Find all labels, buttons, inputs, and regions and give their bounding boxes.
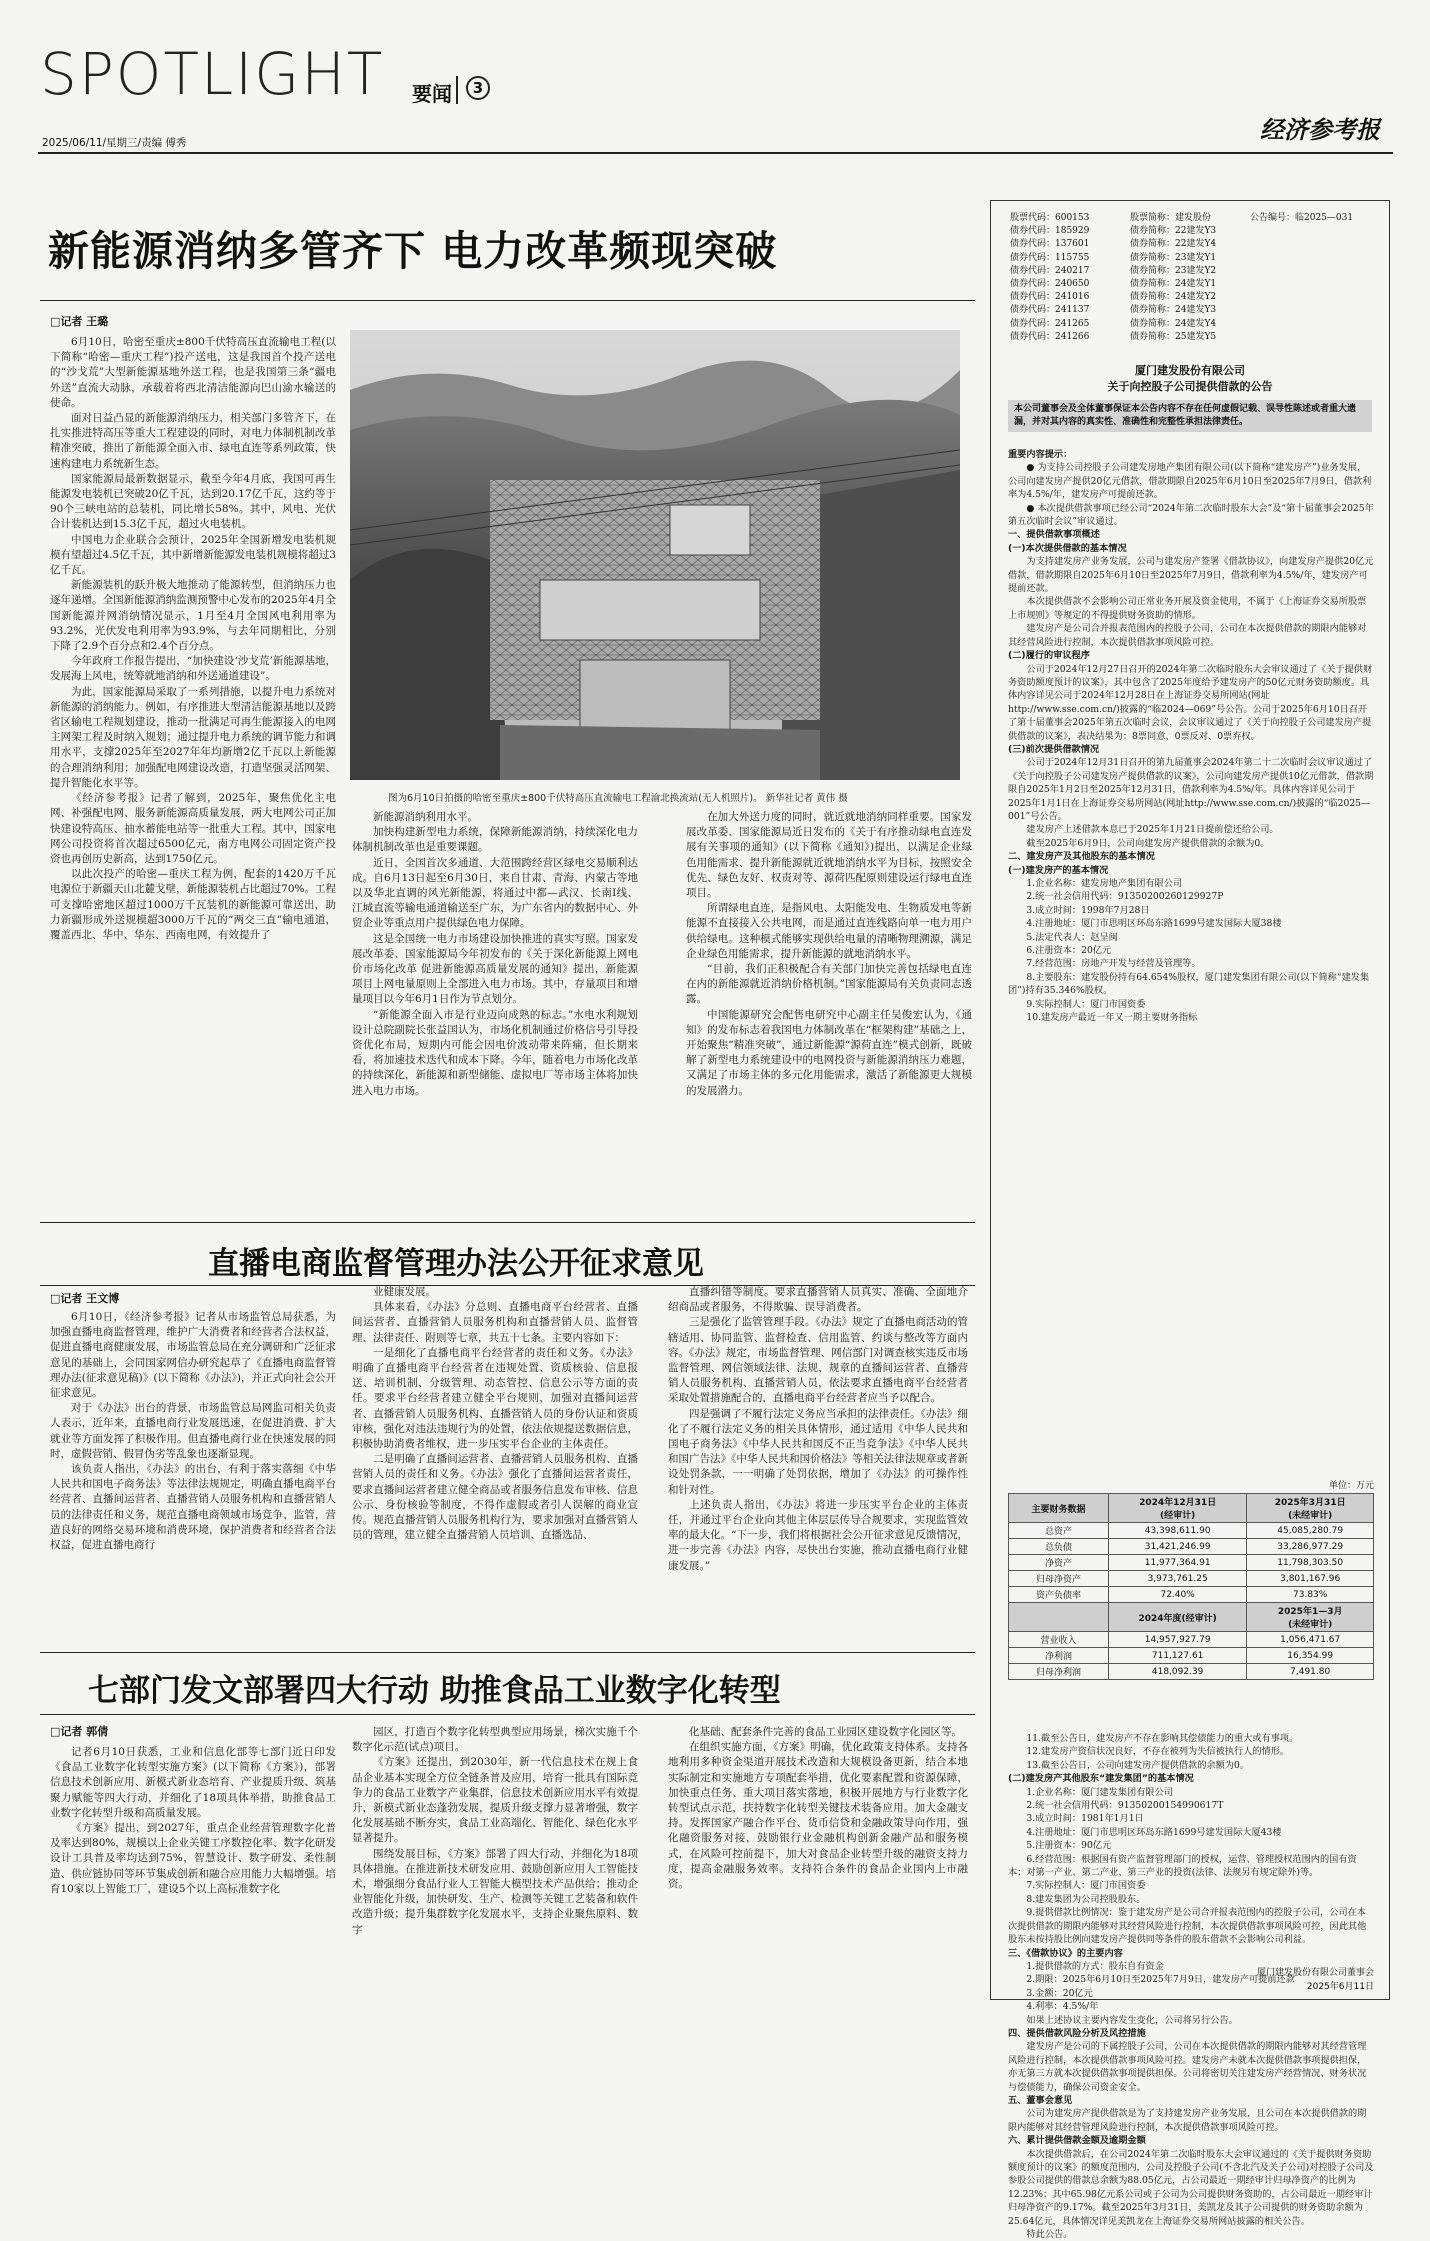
article2-column-2 <box>352 1285 638 1645</box>
paragraph: 3.金额：20亿元 <box>1026 1987 1093 1999</box>
paragraph: 9.提供借款比例情况：鉴于建发房产是公司合并报表范围内的控股子公司，公司在本次提供借款的期限内能够对其经营风险进行控制，本次提供借款事项风险可控，因此其他股东未按持股比例向建发房产提供同等条件的股东借款不会影响公司利益。 <box>1008 1907 1367 1946</box>
paragraph: 建发房产上述借款本息已于2025年1月21日提前偿还给公司。 <box>1026 824 1279 836</box>
table-row <box>1009 1523 1374 1539</box>
table-cell: 31,421,246.99 <box>1108 1539 1246 1555</box>
paragraph: 8.主要股东：建发股份持有64.654%股权，厦门建发集团有限公司(以下简称“建发集团”)持有35.346%股权。 <box>1008 971 1370 997</box>
code-cell: 债券代码：241137 <box>1010 305 1090 316</box>
table-row <box>1009 1664 1374 1680</box>
section-title-cn: 要闻 <box>412 82 452 106</box>
paragraph: 1.企业名称：厦门建发集团有限公司 <box>1026 1786 1173 1798</box>
article2-headline: 直播电商监督管理办法公开征求意见 <box>208 1246 704 1282</box>
paragraph: 2.统一社会信用代码：91350200154990617T <box>1026 1800 1224 1812</box>
paragraph: 一是细化了直播电商平台经营者的责任和义务。《办法》明确了直播电商平台经营者在违规处置、资质核验、信息报送、培训机制、分级管理、动态管控、信息公示等方面的责任。要求平台经营者建立健全平台规则，加强对直播间运营者、直播营销人员服务机构、直播营销人员的身份认证和资质审核，强化对违法违规行为的处置，依法依规提送数据信息，积极协助消费者维权，进一步压实平台企业的主体责任。 <box>352 1346 638 1451</box>
table-header-cell: 主要财务数据 <box>1009 1494 1109 1523</box>
code-cell: 债券简称：23建发Y2 <box>1130 265 1217 276</box>
paragraph: 这是全国统一电力市场建设加快推进的真实写照。国家发展改革委、国家能源局今年初发布的《关于深化新能源上网电价市场化改革 促进新能源高质量发展的通知》提出，新能源项目上网电量原则上全部进入电力市场。其中，存量项目和增量项目以今年6月1日作为节点划分。 <box>352 932 638 1006</box>
section-heading: 三、《借款协议》的主要内容 <box>1008 1947 1123 1959</box>
paragraph: 四是强调了不履行法定义务应当承担的法律责任。《办法》细化了不履行法定义务的相关具体情形，通过适用《中华人民共和国电子商务法》《中华人民共和国反不正当竞争法》《中华人民共和国广告法》《中华人民共和国价格法》等相关法律法规章或者新设处罚条款，一一明确了处罚依据，增加了《办法》的可操作性和针对性。 <box>668 1407 968 1496</box>
table-cell: 11,977,364.91 <box>1108 1555 1246 1571</box>
paragraph: 直播纠错等制度。要求直播营销人员真实、准确、全面地介绍商品或者服务，不得欺骗、误导消费者。 <box>668 1286 968 1314</box>
paragraph: 8.建发集团为公司控股股东。 <box>1026 1893 1146 1905</box>
code-cell: 债券简称：22建发Y3 <box>1130 226 1217 237</box>
masthead-rule <box>38 152 1393 154</box>
table-cell: 总负债 <box>1009 1539 1109 1555</box>
paragraph: 建发房产是公司合并报表范围内的控股子公司，公司在本次提供借款的期限内能够对其经营风险进行控制，本次提供借款事项风险可控。 <box>1008 623 1367 648</box>
table-cell: 归母净资产 <box>1009 1571 1109 1587</box>
page-number-badge: 3 <box>466 76 490 100</box>
code-cell: 债券简称：24建发Y4 <box>1130 318 1217 329</box>
paragraph: 该负责人指出，《办法》的出台，有利于落实落细《中华人民共和国电子商务法》等法律法规规定，明确直播电商平台经营者、直播间运营者、直播营销人员服务机构和直播营销人员的法律责任和义务，规范直播电商领域市场竞争、监管，营造良好的网络交易环境和消费环境，保护消费者和经营者合法权益，促进直播电商行 <box>50 1463 336 1552</box>
paragraph: 在加大外送力度的同时，就近就地消纳同样重要。国家发展改革委、国家能源局近日发布的《关于有序推动绿电直连发展有关事项的通知》(以下简称《通知》)提出，以满足企业绿色用能需求、提升新能源就近就地消纳水平为目标，按照安全优先、绿色友好、权责对等、源荷匹配原则建设运行绿电直连项目。 <box>686 811 972 900</box>
table-cell: 营业收入 <box>1009 1632 1109 1648</box>
table-cell: 3,973,761.25 <box>1108 1571 1246 1587</box>
article2-column-3 <box>668 1285 968 1645</box>
paragraph: 6月10日，哈密至重庆±800千伏特高压直流输电工程(以下简称“哈密—重庆工程”)投产送电，这是我国首个投产送电的“沙戈荒”大型新能源基地外送工程，也是我国第三条“疆电外送”直流大动脉，承载着将西北清洁能源向巴山渝水输送的使命。 <box>50 336 336 409</box>
paragraph: 5.法定代表人：赵呈闽 <box>1026 931 1118 943</box>
paragraph: 10.建发房产最近一年又一期主要财务指标 <box>1026 1012 1198 1024</box>
paragraph: 3.成立时间：1981年1月1日 <box>1026 1813 1144 1825</box>
article3-byline: □记者 郭倩 <box>50 1725 109 1738</box>
article1-byline: □记者 王璐 <box>50 315 109 328</box>
table-row <box>1009 1555 1374 1571</box>
paragraph: 中国电力企业联合会预计，2025年全国新增发电装机规模有望超过4.5亿千瓦，其中新增新能源发电装机规模将超过3亿千瓦。 <box>50 533 336 577</box>
code-row <box>1010 304 1380 317</box>
code-cell <box>1250 265 1380 278</box>
paragraph: 近日，全国首次多通道、大范围跨经营区绿电交易顺利达成。自6月13日起至6月30日，来自甘肃、青海、内蒙古等地以及华北直调的风光新能源，将通过中都—武汉、长南Ⅰ线、江城直流等输电通道输送至广东，为广东省内的数据中心、外贸企业等重点用户提供绿色电力保障。 <box>352 856 638 930</box>
code-row <box>1010 278 1380 291</box>
paragraph: 为此，国家能源局采取了一系列措施，以提升电力系统对新能源的消纳能力。例如，有序推进大型清洁能源基地以及跨省区输电工程规划建设，推动一批满足可再生能源接入的电网主网架工程及时纳入规划；通过提升电力系统的调节能力和调用水平，支撑2025年至2027年年均新增2亿千瓦以上新能源的合理消纳利用；加强配电网建设改造，打造坚强灵活网架、提升智能化水平等。 <box>50 685 336 789</box>
paragraph: “目前，我们正积极配合有关部门加快完善包括绿电直连在内的新能源就近消纳价格机制。”国家能源局有关负责同志透露。 <box>686 963 972 1006</box>
paragraph: 9.实际控制人：厦门市国资委 <box>1026 998 1146 1010</box>
code-row <box>1010 238 1380 251</box>
financial-table <box>1008 1493 1374 1680</box>
photo-caption: 图为6月10日拍摄的哈密至重庆±800千伏特高压直流输电工程渝北换流站(无人机照片)。 新华社记者 黄伟 摄 <box>388 793 848 804</box>
code-cell <box>1250 318 1380 331</box>
table-cell: 72.40% <box>1108 1587 1246 1603</box>
paragraph: 今年政府工作报告提出，“加快建设‘沙戈荒’新能源基地，发展海上风电，统筹就地消纳和外送通道建设”。 <box>50 655 336 683</box>
article1-headline: 新能源消纳多管齐下 电力改革频现突破 <box>48 227 778 275</box>
paragraph: 特此公告。 <box>1026 2229 1073 2241</box>
section-heading: 二、建发房产及其他股东的基本情况 <box>1008 851 1155 863</box>
code-cell: 股票简称：建发股份 <box>1130 213 1212 223</box>
code-row <box>1010 252 1380 265</box>
paragraph: 面对日益凸显的新能源消纳压力，相关部门多管齐下，在扎实推进特高压等重大工程建设的同时，对电力体制机制改革精准突破，推出了新能源全面入市、绿电直连等系列政策，快速构建电力系统新生态。 <box>50 412 336 470</box>
code-cell <box>1250 225 1380 238</box>
code-cell <box>1250 238 1380 251</box>
table-row <box>1009 1587 1374 1603</box>
article2-column-1 <box>50 1310 336 1645</box>
section-heading: (一)本次提供借款的基本情况 <box>1008 542 1127 554</box>
paragraph: 6.注册资本：20亿元 <box>1026 945 1112 957</box>
table-cell: 45,085,280.79 <box>1247 1523 1374 1539</box>
paragraph: 业健康发展。 <box>373 1286 436 1298</box>
paragraph: ● 本次提供借款事项已经公司“2024年第二次临时股东大会”及“第十届董事会2025年第五次临时会议”审议通过。 <box>1008 502 1374 528</box>
paragraph: 国家能源局最新数据显示，截至今年4月底，我国可再生能源发电装机已突破20亿千瓦，达到20.17亿千瓦，这约等于90个三峡电站的总装机，同比增长58%。其中，风电、光伏合计装机达到15.3亿千瓦，超过火电装机。 <box>50 472 336 531</box>
paragraph: 4.利率：4.5%/年 <box>1026 2001 1099 2013</box>
signature-board: 厦门建发股份有限公司董事会 <box>1256 1968 1374 1978</box>
paragraph: 2.期限：2025年6月10日至2025年7月9日，建发房产可提前还款 <box>1026 1974 1295 1986</box>
code-cell <box>1250 278 1380 291</box>
code-cell: 债券代码：240650 <box>1010 279 1090 290</box>
board-notice: 本公司董事会及全体董事保证本公告内容不存在任何虚假记载、误导性陈述或者重大遗漏，并对其内容的真实性、准确性和完整性承担法律责任。 <box>1008 400 1372 432</box>
article2-byline: □记者 王文博 <box>50 1292 120 1305</box>
paragraph: 4.注册地址：厦门市思明区环岛东路1699号建发国际大厦38楼 <box>1026 918 1282 930</box>
code-cell: 债券代码：241266 <box>1010 331 1090 342</box>
table-cell: 14,957,927.79 <box>1108 1632 1246 1648</box>
paragraph: 记者6月10日获悉，工业和信息化部等七部门近日印发《食品工业数字化转型实施方案》(以下简称《方案》)，部署信息技术创新应用、新模式新业态培育、产业提质升级、筑基聚力赋能等四大行动，并细化了18项具体举措，助推食品工业数字化转型升级和高质量发展。 <box>50 1746 336 1819</box>
table-cell: 资产负债率 <box>1009 1587 1109 1603</box>
table-header-cell: 2024年度(经审计) <box>1108 1603 1246 1632</box>
table-cell: 43,398,611.90 <box>1108 1523 1246 1539</box>
photo-converter-station <box>350 330 960 780</box>
table-cell: 3,801,167.96 <box>1247 1571 1374 1587</box>
headline-rule <box>40 300 975 301</box>
security-codes <box>1010 212 1380 344</box>
headline-rule <box>40 1714 975 1715</box>
code-cell: 债券代码：241265 <box>1010 318 1090 329</box>
divider <box>456 76 458 104</box>
article1-column-3 <box>686 810 972 1215</box>
article-separator <box>40 1652 975 1653</box>
table-header-cell: 2025年3月31日 (未经审计) <box>1247 1494 1374 1523</box>
table-row <box>1009 1571 1374 1587</box>
paragraph: 以此次投产的哈密—重庆工程为例，配套的1420万千瓦电源位于新疆天山北麓戈壁，新能源装机占比超过70%。工程可支撑哈密地区超过1000万千瓦装机的新能源可靠送出，助力新疆形成外送规模超3000万千瓦的“两交三直”输电通道，覆盖西北、华中、华东、西南电网，有效提升了 <box>50 868 336 941</box>
signature-date: 2025年6月11日 <box>1306 1982 1374 1992</box>
code-cell: 债券代码：185929 <box>1010 226 1090 237</box>
section-heading: 四、提供借款风险分析及风控措施 <box>1008 2027 1146 2039</box>
code-row <box>1010 212 1380 225</box>
table-cell: 净利润 <box>1009 1648 1109 1664</box>
paragraph: 三是强化了监管管理手段。《办法》规定了直播电商活动的管辖适用、协同监管、监督检查、信用监管、约谈与整改等方面内容。《办法》规定，市场监督管理、网信部门对调查核实违反市场监督管理、网信领域法律、法规、规章的直播间运营者、直播营销人员服务机构、直播营销人员，依法要求直播电商平台经营者采取处置措施配合的，直播电商平台经营者应当予以配合。 <box>668 1316 968 1405</box>
section-heading: (二)建发房产其他股东“建发集团”的基本情况 <box>1008 1773 1194 1785</box>
table-row <box>1009 1632 1374 1648</box>
code-cell: 债券代码：240217 <box>1010 265 1090 276</box>
paragraph: 13.截至公告日，公司向建发房产提供借款的余额为0。 <box>1026 1759 1249 1771</box>
paragraph: 为支持建发房产业务发展，公司与建发房产签署《借款协议》，向建发房产提供20亿元借款，借款期限自2025年6月10日至2025年7月9日，借款利率为4.5%/年，建发房产可提前还款。 <box>1008 556 1374 595</box>
table-cell: 73.83% <box>1247 1587 1374 1603</box>
table-cell: 16,354.99 <box>1247 1648 1374 1664</box>
paragraph: 具体来看，《办法》分总则、直播电商平台经营者、直播间运营者、直播营销人员服务机构和直播营销人员、监督管理、法律责任、附则等七章，共五十七条。主要内容如下： <box>352 1301 638 1344</box>
article1-column-1 <box>50 335 336 1215</box>
article3-column-3 <box>668 1725 968 1985</box>
paragraph: 2.统一社会信用代码：91350200260129927P <box>1026 891 1224 903</box>
code-cell <box>1250 304 1380 317</box>
paragraph: 3.成立时间：1998年7月28日 <box>1026 904 1150 916</box>
paragraph: 6月10日，《经济参考报》记者从市场监管总局获悉，为加强直播电商监督管理，维护广大消费者和经营者合法权益，促进直播电商健康发展，市场监管总局在充分调研和广泛征求意见的基础上，会同国家网信办研究起草了《直播电商监督管理办法(征求意见稿)》(以下简称《办法》)，并正式向社会公开征求意见。 <box>50 1311 336 1400</box>
section-title-en: SPOTLIGHT <box>40 40 385 108</box>
paragraph: 化基础、配套条件完善的食品工业园区建设数字化园区等。 <box>689 1726 962 1738</box>
paragraph: 截至2025年6月9日，公司向建发房产提供借款的余额为0。 <box>1026 837 1270 849</box>
paragraph: 公司于2024年12月27日召开的2024年第二次临时股东大会审议通过了《关于提供财务资助额度预计的议案》，其中包含了2025年度给予建发房产的50亿元财务资助额度。具体内容详见公司于2024年12月28日在上海证券交易所网站(网址http://www.sse.com.cn/)披露的“临2024—069”号公告。公司于2025年6月10日召开了第十届董事会2025年第五次临时会议，会议审议通过了《关于向控股子公司建发房产提供借款的议案》，表决结果为：8票同意、0票反对、0票弃权。 <box>1008 663 1373 742</box>
paragraph: 7.经营范围：房地产开发与经营及管理等。 <box>1026 958 1201 970</box>
paragraph: ● 为支持公司控股子公司建发房地产集团有限公司(以下简称“建发房产”)业务发展，公司向建发房产提供20亿元借款，借款期限自2025年6月10日至2025年7月9日，借款利率为4.5%/年，建发房产可提前还款。 <box>1008 462 1372 501</box>
section-heading: (二)履行的审议程序 <box>1008 650 1090 662</box>
article-separator <box>40 1222 975 1223</box>
paragraph: 11.截至公告日，建发房产不存在影响其偿债能力的重大或有事项。 <box>1026 1733 1299 1744</box>
table-cell: 711,127.61 <box>1108 1648 1246 1664</box>
newspaper-logo: 经济参考报 <box>1260 115 1380 144</box>
code-row <box>1010 318 1380 331</box>
code-cell: 债券简称：22建发Y4 <box>1130 239 1217 250</box>
code-cell: 债券简称：24建发Y2 <box>1130 292 1217 303</box>
paragraph: 5.注册资本：90亿元 <box>1026 1840 1112 1852</box>
paragraph: 中国能源研究会配售电研究中心副主任吴俊宏认为，《通知》的发布标志着我国电力体制改革在“框架构建”基础之上，开始聚焦“精准突破”，通过新能源“源荷直连”模式创新，既破解了新型电力系统建设中的电网投资与新能源消纳压力难题，又满足了市场主体的多元化用能需求，激活了新能源更大规模的发展潜力。 <box>686 1008 972 1097</box>
paragraph: 6.经营范围：根据国有资产监督管理部门的授权，运营、管理授权范围内的国有资本；对第一产业、第二产业、第三产业的投资(法律、法规另有规定除外)等。 <box>1008 1853 1357 1879</box>
code-row <box>1010 331 1380 344</box>
code-cell: 债券代码：241016 <box>1010 292 1090 303</box>
paragraph: 新能源装机的跃升极大地推动了能源转型，但消纳压力也逐年递增。全国新能源消纳监测预警中心发布的2025年4月全国新能源并网消纳情况显示，1月至4月全国风电利用率为93.2%，光伏发电利用率为93.9%，与去年同期相比，分别下降了2.9个百分点和2.4个百分点。 <box>50 579 336 653</box>
code-row <box>1010 291 1380 304</box>
table-header-cell: 2025年1—3月 (未经审计) <box>1247 1603 1374 1632</box>
paragraph: 所谓绿电直连，是指风电、太阳能发电、生物质发电等新能源不直接接入公共电网，而是通过直连线路向单一电力用户供给绿电。这种模式能够实现供给电量的清晰物理溯源，满足企业绿色用能需求，提升新能源的就地消纳水平。 <box>686 902 972 960</box>
paragraph: 本次提供借款不会影响公司正常业务开展及资金使用，不属于《上海证券交易所股票上市规则》等规定的不得提供财务资助的情形。 <box>1008 596 1367 621</box>
code-cell <box>1250 291 1380 304</box>
company-name: 厦门建发股份有限公司 <box>1135 364 1245 377</box>
code-cell: 公告编号：临2025—031 <box>1250 213 1354 223</box>
code-row <box>1010 225 1380 238</box>
article3-column-2 <box>352 1725 638 1985</box>
code-cell: 债券代码：115755 <box>1010 252 1090 263</box>
section-heading: 重要内容提示： <box>1008 449 1073 460</box>
announcement-body-1 <box>1008 448 1374 1477</box>
code-row <box>1010 265 1380 278</box>
paragraph: 《方案》提出，到2027年，重点企业经营管理数字化普及率达到80%，规模以上企业关键工序数控化率、数字化研发设计工具普及率均达到75%，智慧设计、数字研发、柔性制造、供应链协同等环节集成创新和融合应用能力大幅增强。培育10家以上智能工厂，建设5个以上高标准数字化 <box>50 1822 336 1895</box>
table-cell: 1,056,471.67 <box>1247 1632 1374 1648</box>
paragraph: 建发房产是公司的下属控股子公司，公司在本次提供借款的期限内能够对其经营管理风险进行控制，本次提供借款事项风险可控。建发房产未就本次提供借款事项提供担保，亦无第三方就本次提供借款事项提供担保。公司将密切关注建发房产经营情况、财务状况与偿债能力，确保公司资金安全。 <box>1008 2041 1367 2093</box>
table-cell: 净资产 <box>1009 1555 1109 1571</box>
table-header-cell: 2024年12月31日 (经审计) <box>1108 1494 1246 1523</box>
paragraph: 本次提供借款后，在公司2024年第二次临时股东大会审议通过的《关于提供财务资助额度预计的议案》的额度范围内，公司及控股子公司(不含北汽及关子公司)对控股子公司及参股公司提供的借款总余额为88.05亿元，占公司最近一期经审计归母净资产的比例为12.23%；其中65.98亿元系公司或子公司为公司提供财务资助的，占公司最近一期经审计归母净资产的9.17%。截至2025年3月31日，美凯龙及其子公司提供的财务资助余额为25.64亿元，具体情况详见美凯龙在上海证券交易所网站披露的相关公告。 <box>1008 2148 1374 2227</box>
section-heading: 六、累计提供借款金额及逾期金额 <box>1008 2135 1146 2147</box>
article3-column-1 <box>50 1745 336 1985</box>
table-row <box>1009 1648 1374 1664</box>
paragraph: 12.建发房产资信状况良好，不存在被列为失信被执行人的情形。 <box>1026 1746 1290 1758</box>
section-heading: (三)前次提供借款情况 <box>1008 743 1100 755</box>
section-heading: 五、董事会意见 <box>1008 2094 1073 2106</box>
paragraph: 在组织实施方面，《方案》明确，优化政策支持体系。支持各地利用多种资金渠道开展技术改造和大规模设备更新，结合本地实际制定和实施地方专项配套举措，优化要素配置和资源保障，加快重点任务、重大项目落实落地，积极开展地方与行业数字化转型试点示范，扶持数字化转型关键技术装备应用。加大金融支持。发挥国家产融合作平台、货币信贷和金融政策导向作用，强化融资服务对接，鼓励银行业金融机构创新金融产品和服务模式，在风险可控前提下，加大对食品企业转型升级的融资支持力度，提高金融服务效率。支持符合条件的食品企业国内上市融资。 <box>668 1741 968 1891</box>
paragraph: 围绕发展目标，《方案》部署了四大行动，并细化为18项具体措施。在推进新技术研发应用、鼓励创新应用人工智能技术，增强细分食品行业人工智能大模型技术产品供给；推动企业智能化升级，加快研发、生产、检测等关键工艺装备和软件改造升级；提升集群数字化发展水平，支持企业聚焦原料、数字 <box>352 1847 638 1936</box>
date-line: 2025/06/11/星期三/责编 傅秀 <box>42 137 187 149</box>
paragraph: 对于《办法》出台的背景，市场监管总局网监司相关负责人表示，近年来，直播电商行业发展迅速，在促进消费、扩大就业等方面发挥了积极作用。但直播电商行业在快速发展的同时，虚假营销、假冒伪劣等乱象也逐渐显现。 <box>50 1402 336 1460</box>
paragraph: 公司于2024年12月31日召开的第九届董事会2024年第二十二次临时会议审议通过了《关于向控股子公司建发房产提供借款的议案》，公司向建发房产提供10亿元借款，借款期限自2025年1月2日至2025年12月31日，借款利率为4.5%/年。具体内容详见公司于2025年1月1日在上海证券交易所网站(网址http://www.sse.com.cn/)披露的“临2025—001”号公告。 <box>1008 757 1374 822</box>
code-cell: 债券代码：137601 <box>1010 239 1090 250</box>
section-heading: 一、提供借款事项概述 <box>1008 529 1100 541</box>
paragraph: 公司为建发房产提供借款是为了支持建发房产业务发展，且公司在本次提供借款的期限内能够对其经营管理风险进行控制，本次提供借款事项风险可控。 <box>1008 2108 1367 2133</box>
code-cell: 股票代码：600153 <box>1010 213 1090 223</box>
table-cell: 总资产 <box>1009 1523 1109 1539</box>
table-cell: 418,092.39 <box>1108 1664 1246 1680</box>
paragraph: 上述负责人指出，《办法》将进一步压实平台企业的主体责任，并通过平台企业向其他主体层层传导合规要求，实现监管效率的最大化。“下一步，我们将根据社会公开征求意见反馈情况，进一步完善《办法》内容，尽快出台实施，推动直播电商行业健康发展。” <box>668 1498 968 1572</box>
paragraph: 4.注册地址：厦门市思明区环岛东路1699号建发国际大厦43楼 <box>1026 1826 1282 1838</box>
code-cell <box>1250 331 1380 344</box>
table-cell: 归母净利润 <box>1009 1664 1109 1680</box>
announcement-title: 关于向控股子公司提供借款的公告 <box>1107 380 1273 393</box>
table-header-row <box>1009 1603 1374 1632</box>
paragraph: 1.提供借款的方式：股东自有资金 <box>1026 1960 1164 1972</box>
table-header-row <box>1009 1494 1374 1523</box>
paragraph: 《方案》还提出，到2030年，新一代信息技术在规上食品企业基本实现全方位全链条普及应用，培育一批具有国际竞争力的食品工业数字产业集群，信息技术创新应用水平有效提升，新模式新业态蓬勃发展，提质升级支撑力显著增强，数字化发展基础不断夯实，食品工业高端化、智能化、绿色化水平显著提升。 <box>352 1756 638 1845</box>
paragraph: 园区，打造百个数字化转型典型应用场景，梯次实施千个数字化示范(试点)项目。 <box>352 1726 638 1754</box>
paragraph: 加快构建新型电力系统，保障新能源消纳，持续深化电力体制机制改革也是重要课题。 <box>352 826 638 854</box>
paragraph: 如果上述协议主要内容发生变化，公司将另行公告。 <box>1026 2014 1238 2026</box>
code-cell: 债券简称：24建发Y1 <box>1130 279 1217 290</box>
code-cell: 债券简称：24建发Y3 <box>1130 305 1217 316</box>
paragraph: 新能源消纳利用水平。 <box>373 811 478 823</box>
paragraph: 7.实际控制人：厦门市国资委 <box>1026 1880 1146 1892</box>
article3-headline: 七部门发文部署四大行动 助推食品工业数字化转型 <box>88 1673 781 1709</box>
table-header-cell <box>1009 1603 1109 1632</box>
table-cell: 7,491.80 <box>1247 1664 1374 1680</box>
paragraph: 《经济参考报》记者了解到，2025年，聚焦优化主电网、补强配电网、服务新能源高质量发展，两大电网公司正加快建设特高压、抽水蓄能电站等一批重大工程。其中，国家电网公司投资将首次超过6500亿元，南方电网公司固定资产投资也再创历史新高，达到1750亿元。 <box>50 792 336 865</box>
table-row <box>1009 1539 1374 1555</box>
paragraph: 二是明确了直播间运营者、直播营销人员服务机构、直播营销人员的责任和义务。《办法》强化了直播间运营者责任，要求直播间运营者建立健全商品或者服务信息发布审核、信息公示、身份核验等制度，不得作虚假或者引人误解的商业宣传。规范直播营销人员服务机构行为，要求加强对直播营销人员的管理，建立健全直播营销人员培训、直播选品、 <box>352 1453 638 1542</box>
paragraph: “新能源全面入市是行业迈向成熟的标志。”水电水利规划设计总院副院长张益国认为，市场化机制通过价格信号引导投资优化布局，短期内可能会因电价波动带来阵痛，但长期来看，将加速技术迭代和成本下降。今年，随着电力市场化改革的持续深化，新能源和新型储能、虚拟电厂等市场主体将加快进入电力市场。 <box>352 1008 638 1097</box>
paragraph: 1.企业名称：建发房地产集团有限公司 <box>1026 878 1183 889</box>
code-cell: 债券简称：25建发Y5 <box>1130 331 1217 342</box>
section-heading: (一)建发房产的基本情况 <box>1008 864 1109 876</box>
table-cell: 11,798,303.50 <box>1247 1555 1374 1571</box>
code-cell: 债券简称：23建发Y1 <box>1130 252 1217 263</box>
table-unit: 单位：万元 <box>1328 1481 1374 1491</box>
article1-column-2 <box>352 810 638 1215</box>
code-cell <box>1250 252 1380 265</box>
table-cell: 33,286,977.29 <box>1247 1539 1374 1555</box>
